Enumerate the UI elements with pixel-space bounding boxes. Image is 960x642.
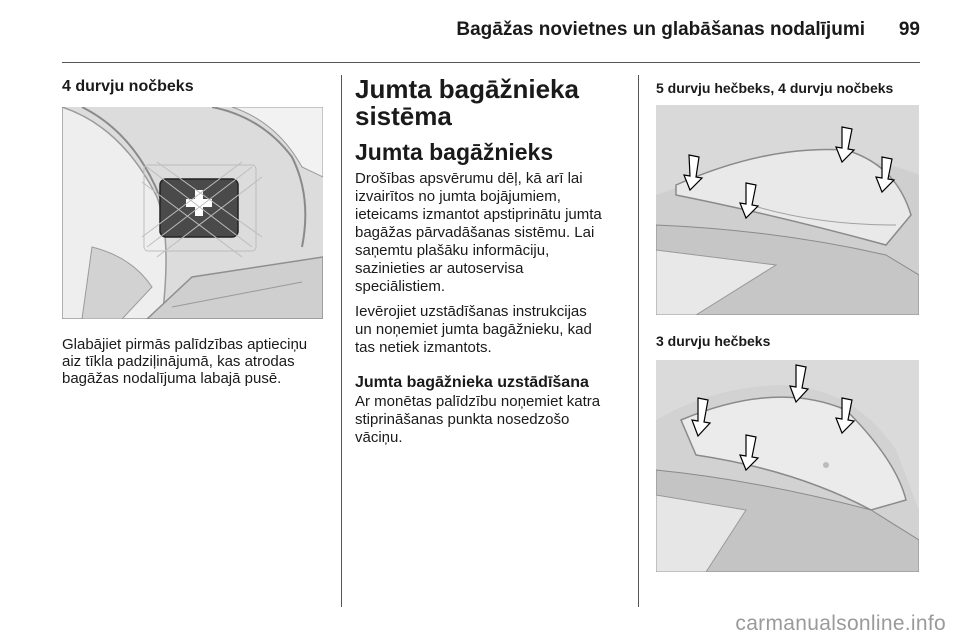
subheading-installation: Jumta bagāžnieka uzstādīšana (355, 374, 589, 391)
running-header-title: Bagāžas novietnes un glabāšanas nodalījumi (456, 19, 865, 40)
page-number: 99 (898, 19, 920, 40)
section-title-4-door-notchback: 4 durvju nočbeks (62, 78, 194, 95)
column-divider-right (638, 75, 639, 607)
watermark: carmanualsonline.info (735, 612, 946, 635)
trunk-first-aid-kit-figure (62, 107, 323, 319)
paragraph2-line-1: Ievērojiet uzstādīšanas instrukcijas (355, 303, 587, 320)
section-heading-line-1: Jumta bagāžnieka (355, 74, 579, 104)
caption-line-3: bagāžas nodalījuma labajā pusē. (62, 370, 282, 387)
paragraph2-line-3: tas netiek izmantots. (355, 339, 492, 356)
column-divider-left (341, 75, 342, 607)
roof-illustration-3door (656, 360, 919, 572)
section-title-5-door-hatchback: 5 durvju hečbeks, 4 durvju nočbeks (656, 80, 894, 96)
paragraph1-line-2: izvairītos no jumta bojājumiem, (355, 188, 561, 205)
subheading-roof-rack: Jumta bagāžnieks (355, 139, 554, 165)
roof-attachment-points-figure-3door (656, 360, 919, 572)
roof-illustration-5door (656, 105, 919, 315)
section-heading (355, 76, 579, 130)
section-heading-line-2: sistēma (355, 101, 452, 131)
paragraph1-line-1: Drošības apsvērumu dēļ, kā arī lai (355, 170, 583, 187)
roof-attachment-points-figure-5door (656, 105, 919, 315)
header-rule (62, 62, 920, 63)
paragraph1-line-5: saņemtu plašāku informāciju, (355, 242, 550, 259)
caption-line-2: aiz tīkla padziļinājumā, kas atrodas (62, 353, 295, 370)
paragraph2-line-2: un noņemiet jumta bagāžnieku, kad (355, 321, 592, 338)
paragraph1-line-4: bagāžas pārvadāšanas sistēmu. Lai (355, 224, 595, 241)
paragraph1-line-6: sazinieties ar autoservisa (355, 260, 524, 277)
install-line-2: stiprināšanas punkta nosedzošo (355, 411, 570, 428)
section-title-3-door-hatchback: 3 durvju hečbeks (656, 333, 771, 349)
install-line-1: Ar monētas palīdzību noņemiet katra (355, 393, 601, 410)
install-line-3: vāciņu. (355, 429, 403, 446)
trunk-illustration (62, 107, 323, 319)
paragraph1-line-3: ieteicams izmantot apstiprinātu jumta (355, 206, 602, 223)
paragraph1-line-7: speciālistiem. (355, 278, 446, 295)
caption-line-1: Glabājiet pirmās palīdzības aptieciņu (62, 336, 308, 353)
